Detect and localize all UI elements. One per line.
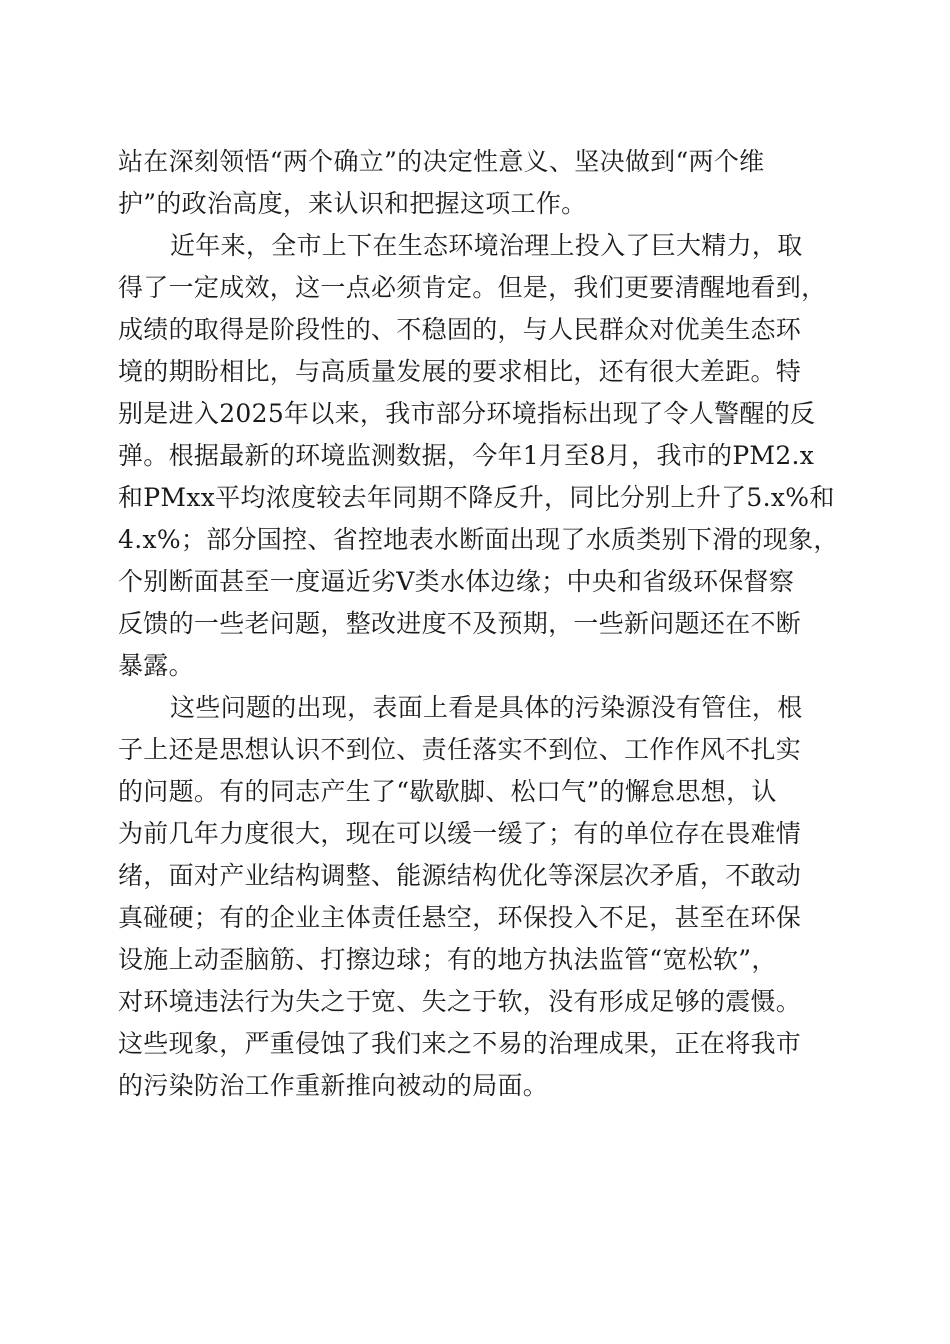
- text-line: 个别断面甚至一度逼近劣Ⅴ类水体边缘；中央和省级环保督察: [118, 567, 795, 596]
- text-line: 绪，面对产业结构调整、能源结构优化等深层次矛盾，不敢动: [118, 861, 802, 890]
- text-line: 和PMxx平均浓度较去年同期不降反升，同比分别上升了5.x%和: [118, 483, 835, 512]
- text-line: 暴露。: [118, 651, 194, 680]
- text-line: 别是进入2025年以来，我市部分环境指标出现了令人警醒的反: [118, 399, 816, 428]
- text-line: 近年来，全市上下在生态环境治理上投入了巨大精力，取: [170, 231, 803, 260]
- text-line: 为前几年力度很大，现在可以缓一缓了；有的单位存在畏难情: [118, 819, 802, 848]
- text-line: 境的期盼相比，与高质量发展的要求相比，还有很大差距。特: [118, 357, 802, 386]
- text-line: 真碰硬；有的企业主体责任悬空，环保投入不足，甚至在环保: [118, 903, 802, 932]
- text-line: 弹。根据最新的环境监测数据，今年1月至8月，我市的PM2.x: [118, 441, 815, 470]
- text-line: 4.x%；部分国控、省控地表水断面出现了水质类别下滑的现象，: [118, 525, 839, 554]
- body-text: [118, 141, 839, 1107]
- text-line: 的污染防治工作重新推向被动的局面。: [118, 1071, 549, 1100]
- text-line: 护”的政治高度，来认识和把握这项工作。: [118, 189, 587, 218]
- text-line: 站在深刻领悟“两个确立”的决定性意义、坚决做到“两个维: [118, 147, 765, 176]
- text-line: 这些问题的出现，表面上看是具体的污染源没有管住，根: [170, 693, 803, 722]
- text-line: 对环境违法行为失之于宽、失之于软，没有形成足够的震慑。: [118, 987, 802, 1016]
- text-line: 这些现象，严重侵蚀了我们来之不易的治理成果，正在将我市: [118, 1029, 802, 1058]
- text-line: 子上还是思想认识不到位、责任落实不到位、工作作风不扎实: [118, 735, 802, 764]
- text-line: 成绩的取得是阶段性的、不稳固的，与人民群众对优美生态环: [118, 315, 802, 344]
- text-line: 得了一定成效，这一点必须肯定。但是，我们更要清醒地看到，: [118, 273, 827, 302]
- text-line: 的问题。有的同志产生了“歇歇脚、松口气”的懈怠思想，认: [118, 777, 777, 806]
- text-line: 设施上动歪脑筋、打擦边球；有的地方执法监管“宽松软”，: [118, 945, 777, 974]
- text-line: 反馈的一些老问题，整改进度不及预期，一些新问题还在不断: [118, 609, 802, 638]
